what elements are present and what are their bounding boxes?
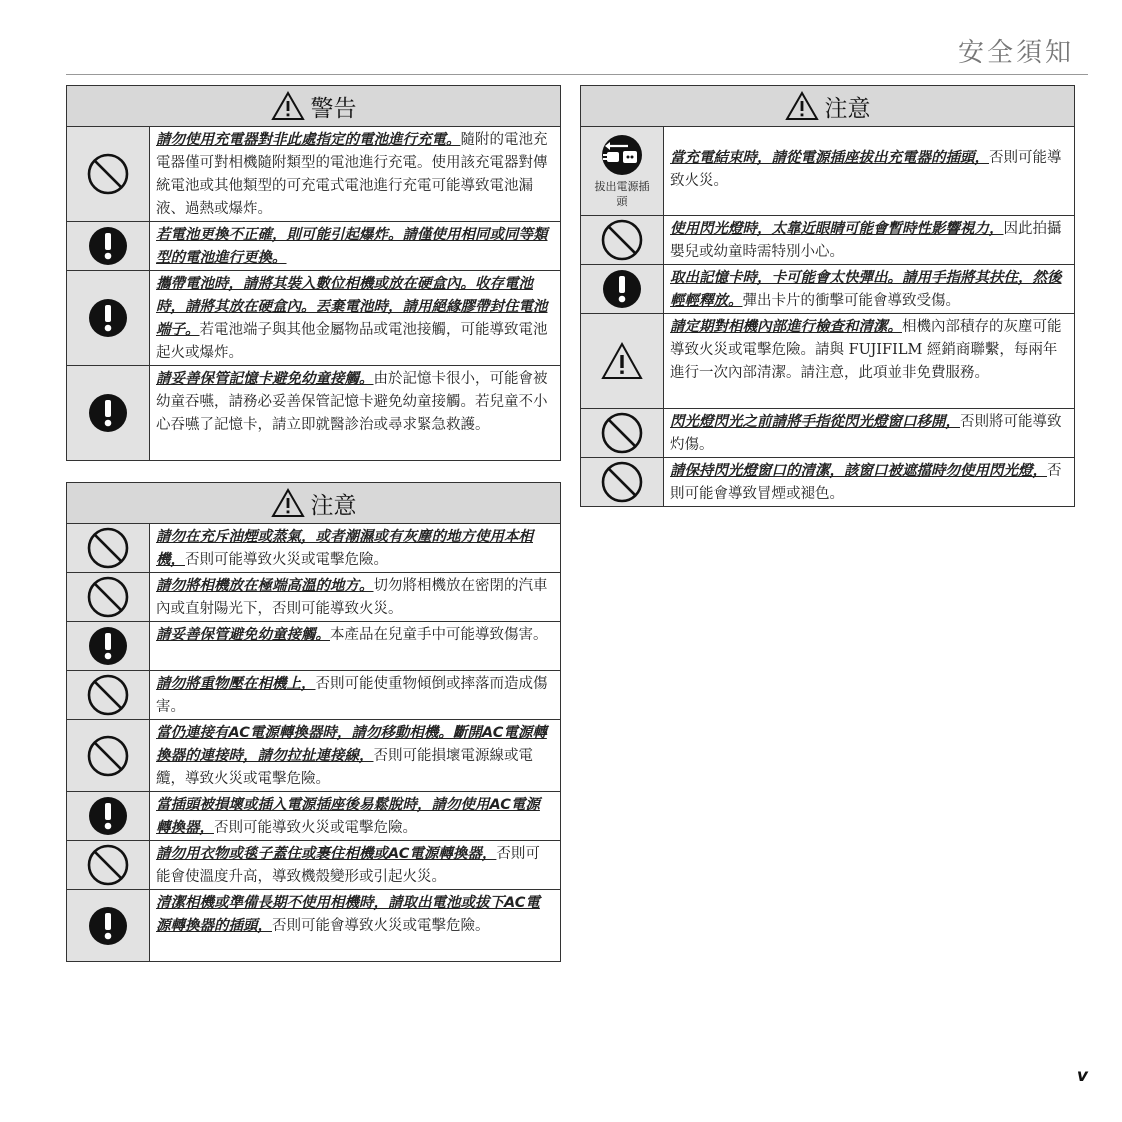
- table-row-text: [664, 314, 1074, 408]
- row-emphasis: 當仍連接有AC電源轉換器時，請勿移動相機。斷開AC電源轉換器的連接時，請勿拉扯連接線，: [156, 725, 547, 764]
- table-row-text: [150, 720, 560, 791]
- row-body: 否則可能導致火災或電擊危險。: [214, 820, 417, 836]
- row-emphasis: 若電池更換不正確，則可能引起爆炸。請僅使用相同或同等類型的電池進行更換。: [156, 227, 548, 266]
- table-row: [67, 222, 560, 271]
- caution-table-left: [66, 482, 561, 962]
- table-row-text: [150, 622, 560, 670]
- caution-table-header: [67, 483, 560, 524]
- row-emphasis: 請保持閃光燈窗口的清潔，該窗口被遮擋時勿使用閃光燈，: [670, 463, 1047, 479]
- table-row: [67, 890, 560, 961]
- row-body: 否則將可能導致灼傷。: [670, 414, 1062, 453]
- page-header: [66, 30, 1088, 75]
- prohibition-icon: [67, 841, 150, 889]
- mandatory-icon: [67, 366, 150, 460]
- row-body: 否則可能損壞電源線或電纜，導致火災或電擊危險。: [156, 748, 533, 787]
- prohibition-icon: [67, 720, 150, 791]
- row-emphasis: 使用閃光燈時，太靠近眼睛可能會暫時性影響視力，: [670, 221, 1004, 237]
- table-row-text: [150, 890, 560, 961]
- table-row: [67, 671, 560, 720]
- caution-table-header: [581, 86, 1074, 127]
- row-body: 相機內部積存的灰塵可能導致火災或電擊危險。請與 FUJIFILM 經銷商聯繫，每兩年進行一次內部清潔。請注意，此項並非免費服務。: [670, 319, 1062, 381]
- table-row-text: [150, 573, 560, 621]
- mandatory-icon: [67, 271, 150, 365]
- table-row-text: [150, 366, 560, 460]
- row-body: 否則可能會導致火災或電擊危險。: [272, 918, 490, 934]
- prohibition-icon: [581, 458, 664, 506]
- table-row: [67, 524, 560, 573]
- row-body: 否則可能使重物傾倒或摔落而造成傷害。: [156, 676, 548, 715]
- row-emphasis: 當插頭被損壞或插入電源插座後易鬆脫時，請勿使用AC電源轉換器，: [156, 797, 540, 836]
- warning-table-header: [67, 86, 560, 127]
- row-emphasis: 請勿將重物壓在相機上，: [156, 676, 316, 692]
- mandatory-icon: [67, 792, 150, 840]
- row-emphasis: 請勿在充斥油煙或蒸氣，或者潮濕或有灰塵的地方使用本相機，: [156, 529, 533, 568]
- table-row: [581, 127, 1074, 216]
- prohibition-icon: [581, 216, 664, 264]
- table-row-text: [150, 271, 560, 365]
- mandatory-icon: [581, 265, 664, 313]
- row-body: 因此拍攝嬰兒或幼童時需特別小心。: [670, 221, 1062, 260]
- table-row-text: [664, 216, 1074, 264]
- table-row: [581, 314, 1074, 409]
- page-title: 安全須知: [957, 38, 1074, 68]
- unplug-caption: 拔出電源插頭: [594, 179, 650, 208]
- row-body: 隨附的電池充電器僅可對相機隨附類型的電池進行充電。使用該充電器對傳統電池或其他類型的可充電式電池進行充電可能導致電池漏液、過熱或爆炸。: [156, 132, 548, 217]
- table-row: [67, 841, 560, 890]
- row-emphasis: 當充電結束時，請從電源插座拔出充電器的插頭，: [670, 150, 989, 166]
- prohibition-icon: [67, 671, 150, 719]
- table-row: [67, 573, 560, 622]
- table-row-text: [664, 127, 1074, 215]
- row-body: 本產品在兒童手中可能導致傷害。: [330, 627, 548, 643]
- caution-table-heading: 注意: [824, 95, 871, 122]
- table-row-text: [150, 127, 560, 221]
- table-row: [67, 366, 560, 460]
- table-row-text: [150, 524, 560, 572]
- row-body: 若電池端子與其他金屬物品或電池接觸，可能導致電池起火或爆炸。: [156, 322, 548, 361]
- warning-triangle-icon: [271, 91, 305, 121]
- table-row-text: [150, 792, 560, 840]
- row-emphasis: 攜帶電池時，請將其裝入數位相機或放在硬盒內。收存電池時，請將其放在硬盒內。丟棄電池時，請用絕緣膠帶封住電池端子。: [156, 276, 548, 338]
- caution-triangle-icon: [785, 91, 819, 121]
- table-row-text: [150, 671, 560, 719]
- caution-table-right: [580, 85, 1075, 507]
- row-emphasis: 取出記憶卡時，卡可能會太快彈出。請用手指將其扶住，然後輕輕釋放。: [670, 270, 1062, 309]
- row-body: 彈出卡片的衝擊可能會導致受傷。: [742, 293, 960, 309]
- caution-table-heading: 注意: [310, 492, 357, 519]
- table-row: [581, 458, 1074, 506]
- warning-table-heading: 警告: [310, 95, 357, 122]
- unplug-icon: [581, 127, 664, 215]
- caution-triangle-icon: [581, 314, 664, 408]
- row-body: 否則可能會使溫度升高，導致機殼變形或引起火災。: [156, 846, 540, 885]
- caution-triangle-icon: [271, 488, 305, 518]
- row-emphasis: 閃光燈閃光之前請將手指從閃光燈窗口移開，: [670, 414, 960, 430]
- row-emphasis: 請勿用衣物或毯子蓋住或裹住相機或AC電源轉換器，: [156, 846, 497, 862]
- table-row-text: [664, 458, 1074, 506]
- prohibition-icon: [67, 573, 150, 621]
- row-emphasis: 請妥善保管避免幼童接觸。: [156, 627, 330, 643]
- mandatory-icon: [67, 222, 150, 270]
- table-row: [67, 792, 560, 841]
- table-row: [67, 271, 560, 366]
- prohibition-icon: [67, 127, 150, 221]
- row-emphasis: 請勿將相機放在極端高溫的地方。: [156, 578, 374, 594]
- page-number: v: [1076, 1066, 1088, 1086]
- row-body: 否則可能導致火災或電擊危險。: [185, 552, 388, 568]
- row-emphasis: 清潔相機或準備長期不使用相機時，請取出電池或拔下AC電源轉換器的插頭，: [156, 895, 540, 934]
- table-row-text: [150, 222, 560, 270]
- table-row-text: [150, 841, 560, 889]
- table-row: [581, 265, 1074, 314]
- table-row: [581, 409, 1074, 458]
- prohibition-icon: [581, 409, 664, 457]
- table-row: [67, 622, 560, 671]
- table-row-text: [664, 409, 1074, 457]
- table-row: [67, 127, 560, 222]
- row-body: 否則可能導致火災。: [670, 150, 1062, 189]
- row-body: 由於記憶卡很小，可能會被幼童吞嚥，請務必妥善保管記憶卡避免幼童接觸。若兒童不小心吞嚥了記憶卡，請立即就醫診治或尋求緊急救護。: [156, 371, 548, 433]
- row-emphasis: 請妥善保管記憶卡避免幼童接觸。: [156, 371, 374, 387]
- row-emphasis: 請勿使用充電器對非此處指定的電池進行充電。: [156, 132, 461, 148]
- mandatory-icon: [67, 622, 150, 670]
- table-row-text: [664, 265, 1074, 313]
- table-row: [581, 216, 1074, 265]
- mandatory-icon: [67, 890, 150, 961]
- row-body: 切勿將相機放在密閉的汽車內或直射陽光下，否則可能導致火災。: [156, 578, 548, 617]
- row-emphasis: 請定期對相機內部進行檢查和清潔。: [670, 319, 902, 335]
- table-row: [67, 720, 560, 792]
- row-body: 否則可能會導致冒煙或褪色。: [670, 463, 1062, 502]
- warning-table: [66, 85, 561, 461]
- prohibition-icon: [67, 524, 150, 572]
